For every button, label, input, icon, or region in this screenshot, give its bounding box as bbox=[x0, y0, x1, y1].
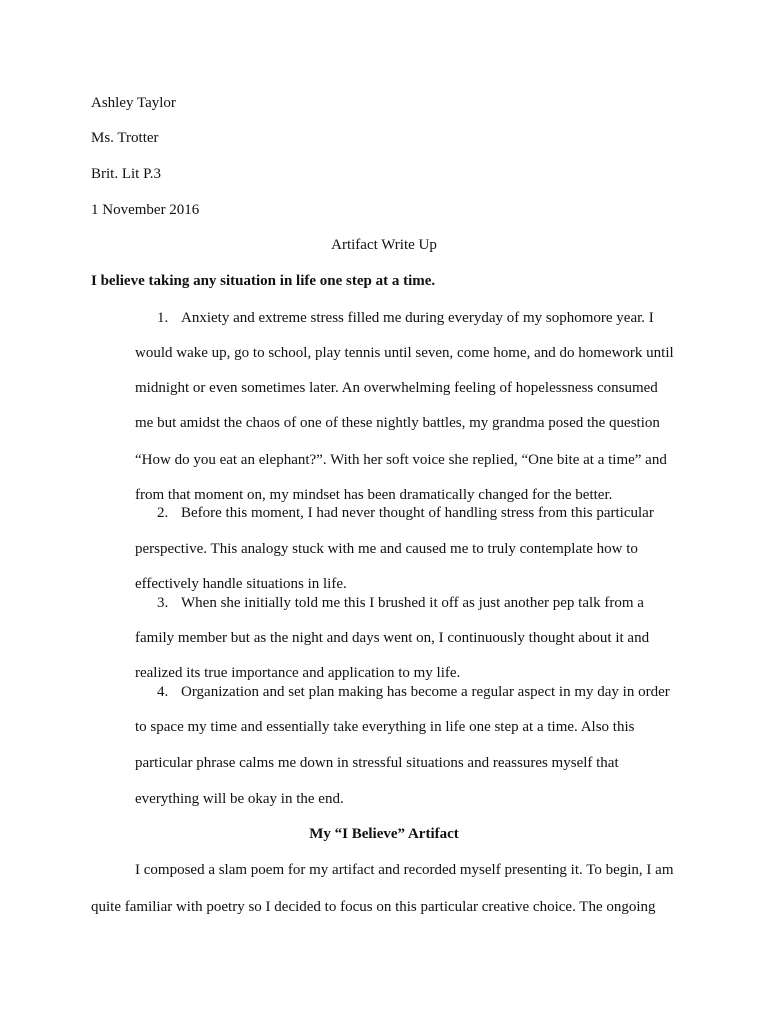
list-item-number: 2. bbox=[157, 505, 169, 521]
list-item-number: 4. bbox=[157, 684, 169, 700]
teacher-name: Ms. Trotter bbox=[91, 130, 159, 146]
list-item-line: effectively handle situations in life. bbox=[135, 576, 347, 592]
list-item-line: everything will be okay in the end. bbox=[135, 791, 344, 807]
paragraph-line: quite familiar with poetry so I decided to focus on this particular creative choice. The ongoing bbox=[91, 899, 656, 915]
list-item-line: me but amidst the chaos of one of these nightly battles, my grandma posed the question bbox=[135, 415, 660, 431]
list-item-line: would wake up, go to school, play tennis until seven, come home, and do homework until bbox=[135, 345, 674, 361]
list-item-line: “How do you eat an elephant?”. With her soft voice she replied, “One bite at a time” and bbox=[135, 452, 667, 468]
list-item-line: family member but as the night and days went on, I continuously thought about it and bbox=[135, 630, 650, 646]
document-date: 1 November 2016 bbox=[91, 202, 200, 218]
course-name: Brit. Lit P.3 bbox=[91, 166, 162, 182]
list-item-line: perspective. This analogy stuck with me and caused me to truly contemplate how to bbox=[135, 541, 638, 557]
list-item-line: When she initially told me this I brushed it off as just another pep talk from a bbox=[181, 595, 644, 611]
list-item-line: to space my time and essentially take everything in life one step at a time. Also this bbox=[135, 719, 635, 735]
list-item-number: 1. bbox=[157, 310, 169, 326]
list-item-line: Before this moment, I had never thought of handling stress from this particular bbox=[181, 505, 654, 521]
list-item-line: Organization and set plan making has become a regular aspect in my day in order bbox=[181, 684, 670, 700]
list-item-line: from that moment on, my mindset has been dramatically changed for the better. bbox=[135, 487, 613, 503]
list-item-line: realized its true importance and application to my life. bbox=[135, 665, 461, 681]
list-item-line: midnight or even sometimes later. An overwhelming feeling of hopelessness consumed bbox=[135, 380, 658, 396]
page-title: Artifact Write Up bbox=[331, 237, 437, 253]
student-name: Ashley Taylor bbox=[91, 95, 176, 111]
paragraph-line: I composed a slam poem for my artifact and recorded myself presenting it. To begin, I am bbox=[135, 862, 674, 878]
section-heading: My “I Believe” Artifact bbox=[309, 826, 459, 842]
list-item-line: Anxiety and extreme stress filled me during everyday of my sophomore year. I bbox=[181, 310, 654, 326]
belief-statement: I believe taking any situation in life one step at a time. bbox=[91, 273, 436, 289]
list-item-number: 3. bbox=[157, 595, 169, 611]
list-item-line: particular phrase calms me down in stressful situations and reassures myself that bbox=[135, 755, 619, 771]
